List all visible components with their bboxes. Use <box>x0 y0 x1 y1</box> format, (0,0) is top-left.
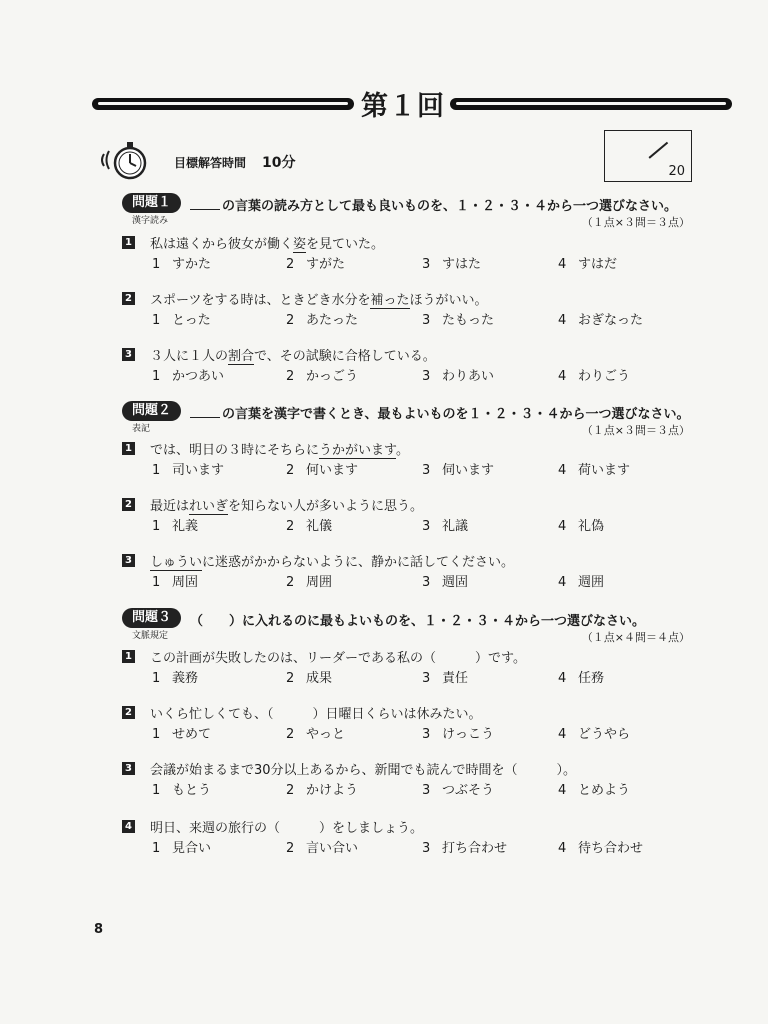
question-text: では、明日の３時にそちらにうかがいます。 <box>150 443 409 458</box>
option-4[interactable]: 4 わりごう <box>558 369 631 384</box>
section-3-score: （１点×４問＝４点） <box>581 631 690 644</box>
option-4[interactable]: 4 週囲 <box>558 575 605 590</box>
option-3[interactable]: 3 伺います <box>422 463 495 478</box>
blank-line <box>190 405 220 418</box>
option-2[interactable]: 2 かっごう <box>286 369 359 384</box>
question-text: 私は遠くから彼女が働く姿を見ていた。 <box>150 237 385 252</box>
option-4[interactable]: 4 荷います <box>558 463 631 478</box>
option-3[interactable]: 3 つぶそう <box>422 783 495 798</box>
target-time-value: 10分 <box>262 155 296 171</box>
blank-line <box>190 197 220 210</box>
option-4[interactable]: 4 おぎなった <box>558 313 644 328</box>
title-bar-right <box>450 98 732 110</box>
question-number: 2 <box>122 292 135 305</box>
question-number: 3 <box>122 348 135 361</box>
section-1-instruction: の言葉の読み方として最も良いものを、１・２・３・４から一つ選びなさい。 <box>190 195 677 214</box>
underlined-word: れいぎ <box>189 499 229 514</box>
option-3[interactable]: 3 けっこう <box>422 727 495 742</box>
section-3-instruction: （ ）に入れるのに最もよいものを、１・２・３・４から一つ選びなさい。 <box>190 614 646 629</box>
section-2-badge: 問題２ <box>122 401 181 421</box>
option-4[interactable]: 4 とめよう <box>558 783 631 798</box>
underlined-word: 姿 <box>293 237 307 252</box>
option-2[interactable]: 2 かけよう <box>286 783 359 798</box>
option-3[interactable]: 3 すはた <box>422 257 482 272</box>
question-number: 1 <box>122 442 135 455</box>
option-1[interactable]: 1 義務 <box>152 671 199 686</box>
option-2[interactable]: 2 すがた <box>286 257 346 272</box>
page-number: 8 <box>94 922 104 937</box>
question-number: 2 <box>122 706 135 719</box>
question-text: いくら忙しくても、（ ）日曜日くらいは休みたい。 <box>150 707 482 722</box>
question-text: しゅういに迷惑がかからないように、静かに話してください。 <box>150 555 515 570</box>
option-2[interactable]: 2 言い合い <box>286 841 359 856</box>
option-3[interactable]: 3 たもった <box>422 313 495 328</box>
option-1[interactable]: 1 もとう <box>152 783 212 798</box>
option-2[interactable]: 2 やっと <box>286 727 346 742</box>
section-2-category: 表記 <box>132 424 151 434</box>
underlined-word: うかがいます <box>319 443 396 458</box>
option-3[interactable]: 3 週固 <box>422 575 469 590</box>
section-3-badge: 問題３ <box>122 608 181 628</box>
option-4[interactable]: 4 待ち合わせ <box>558 841 644 856</box>
option-3[interactable]: 3 打ち合わせ <box>422 841 508 856</box>
section-1-badge: 問題１ <box>122 193 181 213</box>
title-band <box>92 90 732 124</box>
option-4[interactable]: 4 どうやら <box>558 727 631 742</box>
option-1[interactable]: 1 司います <box>152 463 225 478</box>
option-1[interactable]: 1 すかた <box>152 257 212 272</box>
option-2[interactable]: 2 成果 <box>286 671 333 686</box>
question-text: 会議が始まるまで30分以上あるから、新聞でも読んで時間を（ ）。 <box>150 763 577 778</box>
option-4[interactable]: 4 任務 <box>558 671 605 686</box>
question-number: 2 <box>122 498 135 511</box>
section-1-category: 漢字読み <box>132 216 169 226</box>
option-1[interactable]: 1 かつあい <box>152 369 225 384</box>
option-2[interactable]: 2 あたった <box>286 313 359 328</box>
underlined-word: 割合 <box>228 349 255 364</box>
title-bar-left <box>92 98 354 110</box>
underlined-word: しゅうい <box>150 555 203 570</box>
score-total: 20 <box>668 164 685 179</box>
section-1-score: （１点×３問＝３点） <box>581 216 690 229</box>
question-number: 4 <box>122 820 135 833</box>
section-2-score: （１点×３問＝３点） <box>581 424 690 437</box>
question-text: ３人に１人の割合で、その試験に合格している。 <box>150 349 436 364</box>
stopwatch-icon <box>100 138 152 182</box>
option-4[interactable]: 4 礼偽 <box>558 519 605 534</box>
score-slash <box>649 142 668 159</box>
question-number: 1 <box>122 650 135 663</box>
option-1[interactable]: 1 見合い <box>152 841 212 856</box>
option-2[interactable]: 2 礼儀 <box>286 519 333 534</box>
option-1[interactable]: 1 せめて <box>152 727 212 742</box>
option-3[interactable]: 3 責任 <box>422 671 469 686</box>
question-text: 明日、来週の旅行の（ ）をしましょう。 <box>150 821 424 836</box>
option-1[interactable]: 1 周固 <box>152 575 199 590</box>
question-text: スポーツをする時は、ときどき水分を補ったほうがいい。 <box>150 293 488 308</box>
target-time-label: 目標解答時間 <box>174 156 247 170</box>
option-2[interactable]: 2 周囲 <box>286 575 333 590</box>
question-number: 3 <box>122 554 135 567</box>
section-3-category: 文脈規定 <box>132 631 169 641</box>
option-1[interactable]: 1 とった <box>152 313 211 328</box>
option-3[interactable]: 3 礼議 <box>422 519 469 534</box>
option-4[interactable]: 4 すはだ <box>558 257 618 272</box>
score-box <box>604 130 692 182</box>
option-3[interactable]: 3 わりあい <box>422 369 495 384</box>
question-number: 1 <box>122 236 135 249</box>
option-2[interactable]: 2 何います <box>286 463 359 478</box>
underlined-word: 補った <box>370 293 410 308</box>
section-2-instruction: の言葉を漢字で書くとき、最もよいものを１・２・３・４から一つ選びなさい。 <box>190 403 689 422</box>
question-text: 最近はれいぎを知らない人が多いように思う。 <box>150 499 424 514</box>
option-1[interactable]: 1 礼義 <box>152 519 199 534</box>
question-number: 3 <box>122 762 135 775</box>
question-text: この計画が失敗したのは、リーダーである私の（ ）です。 <box>150 651 526 666</box>
page-title: 第１回 <box>361 91 445 122</box>
